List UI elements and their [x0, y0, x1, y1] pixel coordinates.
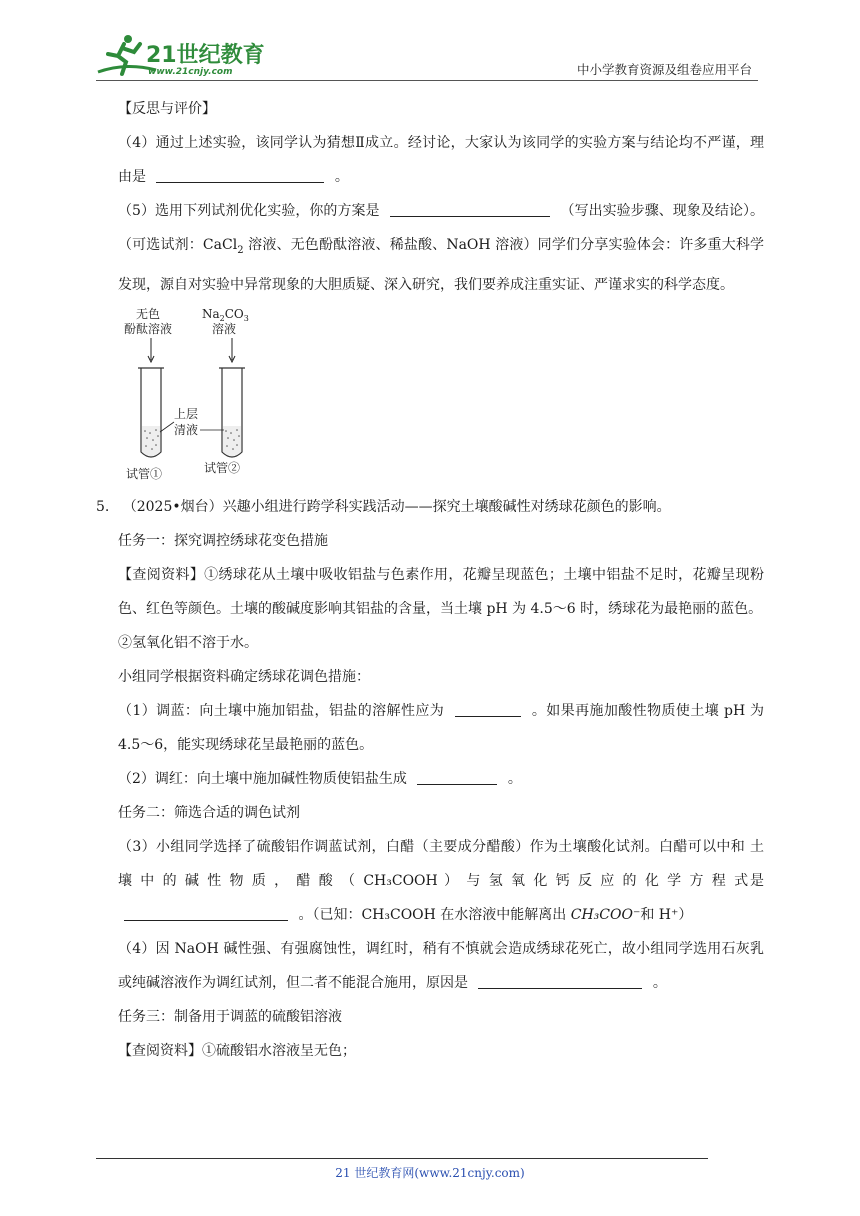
s2-tail: 。	[507, 770, 522, 787]
fig-label-colorless: 无色	[136, 306, 161, 321]
answer-blank-q4[interactable]	[156, 164, 324, 183]
sub-question-3	[96, 830, 764, 932]
fig-label-na: $Na_2CO_3$	[202, 306, 249, 323]
question-number: 5.	[96, 498, 110, 515]
page-header	[96, 32, 758, 82]
s1-text: （1）调蓝：向土壤中施加铝盐，铝盐的溶解性应为	[118, 702, 445, 719]
sub-question-4	[96, 932, 764, 1000]
answer-blank-s2[interactable]	[417, 766, 497, 785]
answer-blank-s1[interactable]	[455, 698, 521, 717]
q4-text: （4）通过上述实验，该同学认为猜想Ⅱ成立。经讨论，大家认为该同学的实验方案与结论均不严谨，理由是	[118, 135, 764, 185]
material-3: 【查阅资料】①硫酸铝水溶液呈无色；	[118, 1042, 356, 1059]
header-divider	[96, 80, 758, 81]
site-logo	[96, 32, 266, 78]
material-1: 【查阅资料】①绣球花从土壤中吸收铝盐与色素作用，花瓣呈现蓝色；土壤中铝盐不足时，花瓣呈现粉色、红色等颜色。土壤的酸碱度影响其铝盐的含量，当土壤 pH 为 4.5～6 时，绣球花为最艳丽的蓝色。	[118, 566, 764, 617]
test-tube-1	[138, 368, 164, 457]
answer-blank-q5[interactable]	[390, 198, 550, 217]
task-3: 任务三：制备用于调蓝的硫酸铝溶液	[118, 1008, 342, 1025]
answer-blank-s3[interactable]	[124, 902, 288, 921]
pointer-line-1	[160, 422, 174, 432]
tube-label-2: 试管②	[204, 460, 241, 475]
s3-known: 。（已知：CH₃COOH 在水溶液中能解离出	[298, 906, 567, 923]
s2-text: （2）调红：向土壤中施加碱性物质使铝盐生成	[118, 770, 407, 787]
test-tube-figure	[122, 306, 262, 482]
sub-question-2	[96, 762, 764, 796]
s3-tail: 和 H⁺）	[640, 906, 693, 923]
material-2: ②氢氧化铝不溶于水。	[118, 634, 258, 651]
logo-text: 21世纪教育	[146, 43, 265, 68]
fig-label-solution: 溶液	[212, 321, 237, 336]
question-source: （2025•烟台）兴趣小组进行跨学科实践活动——探究土壤酸碱性对绣球花颜色的影响。	[122, 498, 671, 515]
fig-label-clear: 清液	[174, 422, 199, 437]
s1-tail: 。如果再施加酸性物质使土壤 pH 为 4.5～6，能实现绣球花呈最艳丽的蓝色。	[118, 702, 765, 753]
fig-label-phenol: 酚酞溶液	[124, 321, 173, 336]
footer-link[interactable]: 21 世纪教育网(www.21cnjy.com)	[335, 1166, 525, 1180]
platform-name: 中小学教育资源及组卷应用平台	[576, 62, 752, 77]
acetate-ion: CH₃COO⁻	[570, 906, 641, 923]
logo-url: www.21cnjy.com	[148, 67, 233, 77]
arrow-right-icon	[229, 338, 235, 362]
test-tube-2	[219, 368, 245, 457]
tube-label-1: 试管①	[126, 466, 163, 481]
cacl2-subscript: 2	[237, 244, 244, 256]
question-4	[96, 126, 764, 194]
task-1: 任务一：探究调控绣球花变色措施	[118, 532, 328, 549]
question-5	[96, 194, 764, 302]
s4-text: （4）因 NaOH 碱性强、有强腐蚀性，调红时，稍有不慎就会造成绣球花死亡，故小组同学选用石灰乳或纯碱溶液作为调红试剂，但二者不能混合施用，原因是	[118, 940, 764, 991]
s3-text: （3）小组同学选择了硫酸铝作调蓝试剂，白醋（主要成分醋酸）作为土壤酸化试剂。白醋可以中和 土 壤 中 的 碱 性 物 质 ， 醋 酸 （ CH₃COOH ） 与 氢 氧 化 钙 反 应 的 化 学 方 程 式是	[118, 838, 764, 889]
reflect-heading: 【反思与评价】	[118, 101, 216, 117]
task-2: 任务二：筛选合适的调色试剂	[118, 804, 300, 821]
sub-question-1	[96, 694, 764, 762]
question-5-heading	[96, 490, 764, 524]
fig-label-upper: 上层	[174, 406, 199, 421]
s4-tail: 。	[652, 974, 667, 991]
document-body	[96, 92, 764, 1068]
q5-after-tail: 溶液、无色酚酞溶液、稀盐酸、NaOH 溶液）同学们分享实验体会：许多重大科学发现，源自对实验中异常现象的大胆质疑、深入研究，我们要养成注重实证、严谨求实的科学态度。	[118, 237, 765, 293]
q4-end: 。	[334, 169, 349, 185]
group-measure: 小组同学根据资料确定绣球花调色措施：	[118, 668, 370, 685]
q5-after: （写出实验步骤、现象及结论）。（可选试剂：CaCl	[118, 203, 765, 253]
arrow-left-icon	[148, 338, 154, 362]
answer-blank-s4[interactable]	[478, 970, 642, 989]
footer-divider	[96, 1158, 708, 1159]
q5-text: （5）选用下列试剂优化实验，你的方案是	[118, 203, 380, 219]
